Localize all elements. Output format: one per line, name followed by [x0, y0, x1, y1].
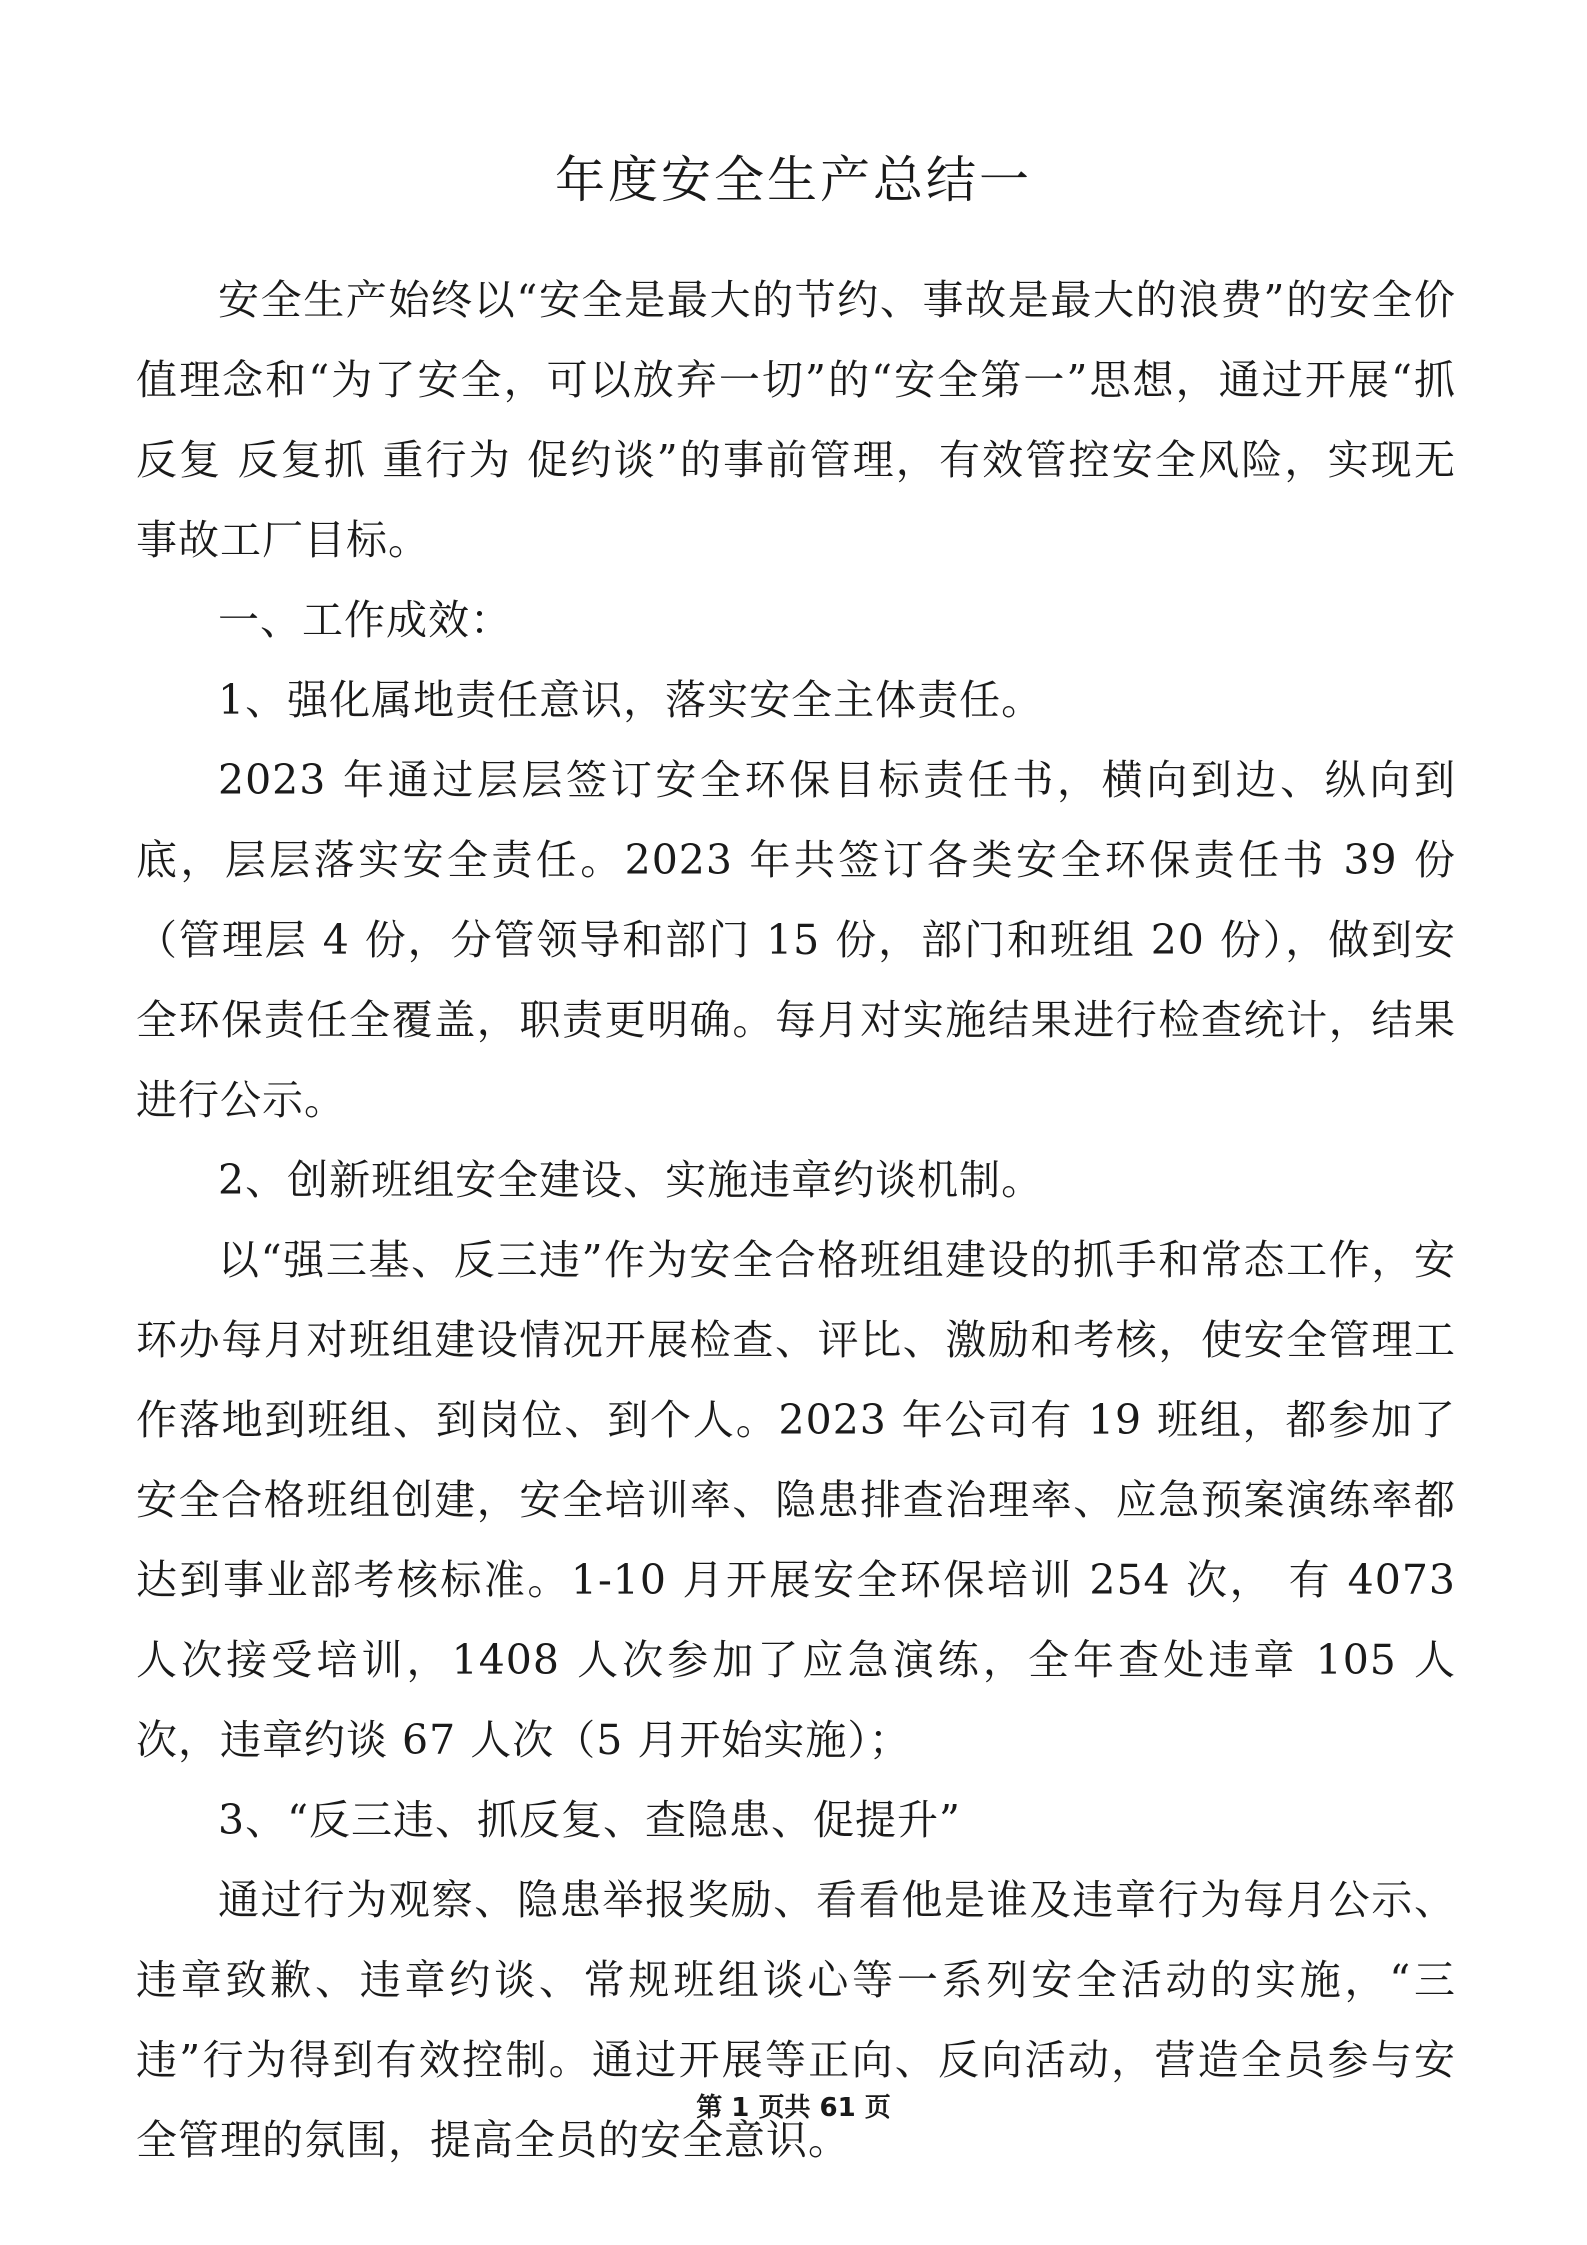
- page-number-footer: 第 1 页共 61 页: [696, 2093, 891, 2123]
- item-heading-3: 3、“反三违、抓反复、查隐患、促提升”: [218, 1796, 962, 1844]
- document-body: [136, 260, 1456, 2180]
- item-heading-2: 2、创新班组安全建设、实施违章约谈机制。: [218, 1156, 1044, 1204]
- intro-paragraph: 安全生产始终以“安全是最大的节约、事故是最大的浪费”的安全价值理念和“为了安全，可以放弃一切”的“安全第一”思想，通过开展“抓反复 反复抓 重行为 促约谈”的事前管理，有效管控安全风险，实现无事故工厂目标。: [136, 276, 1456, 564]
- document-title: 年度安全生产总结一: [555, 151, 1032, 209]
- section-heading-achievements: 一、工作成效：: [218, 596, 512, 644]
- item-heading-1: 1、强化属地责任意识，落实安全主体责任。: [218, 676, 1044, 724]
- item-body-1: 2023 年通过层层签订安全环保目标责任书，横向到边、纵向到底，层层落实安全责任。2023 年共签订各类安全环保责任书 39 份（管理层 4 份，分管领导和部门 15 份，部门和班组 20 份），做到安全环保责任全覆盖，职责更明确。每月对实施结果进行检查统计，结果进行公示。: [136, 756, 1456, 1124]
- item-body-3: 通过行为观察、隐患举报奖励、看看他是谁及违章行为每月公示、违章致歉、违章约谈、常规班组谈心等一系列安全活动的实施，“三违”行为得到有效控制。通过开展等正向、反向活动，营造全员参与安全管理的氛围，提高全员的安全意识。: [136, 1876, 1456, 2164]
- item-body-2: 以“强三基、反三违”作为安全合格班组建设的抓手和常态工作，安环办每月对班组建设情况开展检查、评比、激励和考核，使安全管理工作落地到班组、到岗位、到个人。2023 年公司有 19 班组，都参加了安全合格班组创建，安全培训率、隐患排查治理率、应急预案演练率都达到事业部考核标准。1-10 月开展安全环保培训 254 次， 有 4073 人次接受培训，1408 人次参加了应急演练，全年查处违章 105 人次，违章约谈 67 人次（5 月开始实施）；: [136, 1236, 1456, 1764]
